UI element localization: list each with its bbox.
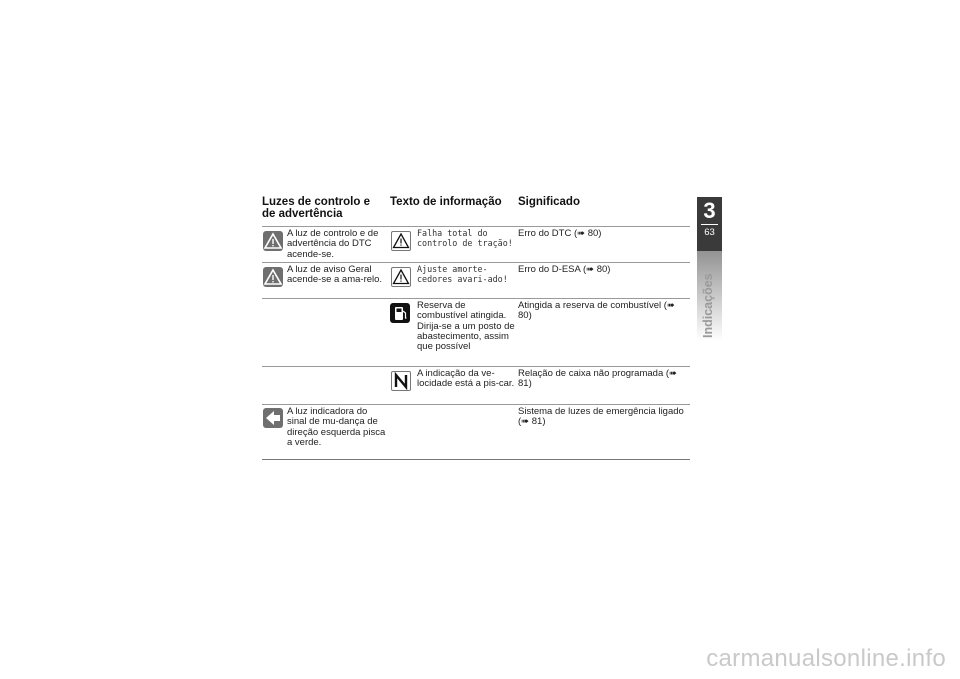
table-row — [262, 226, 690, 263]
chapter-number: 3 — [703, 198, 716, 223]
row-1-light-text: A luz de controlo e de advertência do DTC acende-se. — [287, 228, 379, 260]
row-4-info-text: A indicação da ve-locidade está a pis-car. — [417, 368, 515, 390]
watermark: carmanualsonline.info — [706, 645, 946, 672]
table-row — [262, 262, 690, 299]
row-2-light-text: A luz de aviso Geral acende-se a ama-relo. — [287, 264, 383, 286]
neutral-n-icon — [391, 371, 411, 391]
table-row — [262, 404, 690, 460]
turn-left-arrow-icon — [263, 408, 283, 428]
row-2-info-text: Ajuste amorte-cedores avari-ado! — [417, 264, 508, 285]
table-bottom-rule — [262, 459, 690, 460]
warning-triangle-icon — [263, 267, 283, 287]
row-5-light-text: A luz indicadora do sinal de mu-dança de direção esquerda pisca a verde. — [287, 406, 386, 448]
section-label — [701, 273, 719, 356]
row-3-info-text: Reserva de combustível atingida. Dirija-se a um posto de abastecimento, assim que possível — [417, 300, 515, 353]
warning-triangle-icon — [391, 231, 411, 251]
fuel-pump-icon — [390, 303, 410, 323]
row-2-meaning: Erro do D-ESA (➠ 80) — [518, 264, 611, 275]
page-number: 63 — [704, 227, 715, 238]
row-5-meaning: Sistema de luzes de emergência ligado (➠ 81) — [518, 406, 684, 428]
header-col-lights: Luzes de controlo e de advertência — [262, 196, 370, 220]
table-row — [262, 298, 690, 367]
row-1-meaning: Erro do DTC (➠ 80) — [518, 228, 602, 239]
header-col-info-text: Texto de informação — [390, 196, 502, 208]
warning-triangle-icon — [263, 231, 283, 251]
warning-triangle-icon — [391, 267, 411, 287]
row-3-meaning: Atingida a reserva de combustível (➠ 80) — [518, 300, 675, 322]
chapter-tab-divider — [701, 224, 718, 225]
table-row — [262, 366, 690, 405]
row-4-meaning: Relação de caixa não programada (➠ 81) — [518, 368, 677, 390]
row-1-info-text: Falha total do controlo de tração! — [417, 228, 513, 249]
chapter-tab — [697, 197, 722, 251]
section-label-text: Indicações — [701, 273, 715, 338]
header-col-meaning: Significado — [518, 196, 580, 208]
